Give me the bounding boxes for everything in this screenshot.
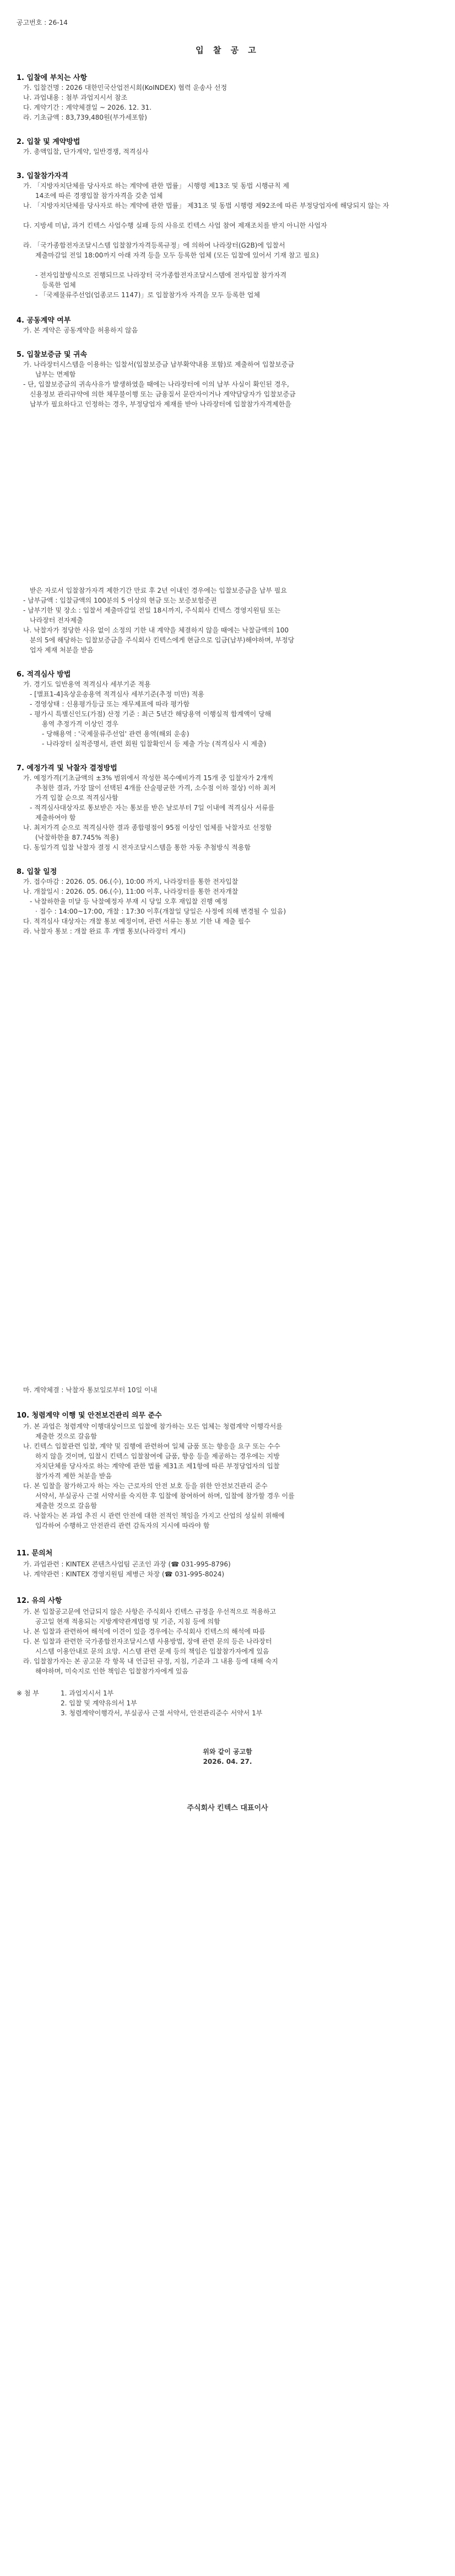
attachment-item: 1. 과업지시서 1부 xyxy=(61,1689,114,1697)
section-6-line: - [별표1-4]옥상운송용역 적격심사 세부기준(추정 미만) 적용 xyxy=(30,690,204,698)
section-3-line: 가. 「지방자치단체를 당사자로 하는 계약에 관한 법률」 시행령 제13조 및 동법 시행규칙 제 xyxy=(23,182,289,190)
section-7-line: (낙찰하한율 87.745% 적용) xyxy=(35,834,119,841)
section-8-line: - 낙찰하한율 미달 등 낙찰예정자 부재 시 당일 오후 재입찰 진행 예정 xyxy=(30,898,228,905)
section-10-line: 참가자격 제한 처분을 받음 xyxy=(35,1472,112,1480)
section-12-line: 공고일 현재 적용되는 지방계약관계법령 및 기준, 지침 등에 의함 xyxy=(35,1618,220,1625)
section-10-line: 제출한 것으로 갈음함 xyxy=(35,1502,97,1510)
section-4-heading: 4. 공동계약 여부 xyxy=(17,316,71,325)
section-1-heading: 1. 입찰에 부치는 사항 xyxy=(17,74,88,82)
section-12-line: 라. 입찰참가자는 본 공고문 각 항목 내 언급된 규정, 지침, 기준과 그 내용 등에 대해 숙지 xyxy=(23,1657,278,1665)
section-11-heading: 11. 문의처 xyxy=(17,1549,53,1558)
section-12-line: 시스템 이용안내로 문의 요망. 시스템 관련 문제 등의 책임은 입찰참가자에게 있음 xyxy=(35,1647,269,1655)
section-10-line: 하지 않을 것이며, 입찰시 킨텍스 입찰참여에 금품, 향응 등을 제공하는 경우에는 지방 xyxy=(35,1452,280,1460)
section-8-line: 가. 접수마감 : 2026. 05. 06.(수), 10:00 까지, 나라장터를 통한 전자입찰 xyxy=(23,878,239,886)
section-2-line: 가. 총액입찰, 단가계약, 일반경쟁, 적격심사 xyxy=(23,148,149,155)
attachments-label: ※ 첨 부 xyxy=(17,1689,39,1697)
section-3-line: 나. 「지방자치단체를 당사자로 하는 계약에 관한 법률」 제31조 및 동법 시행령 제92조에 따른 부정당업자에 해당되지 않는 자 xyxy=(23,202,389,210)
section-5-line: - 납부기한 및 장소 : 입찰서 제출마감일 전일 18시까지, 주식회사 킨텍스 경영지원팀 또는 xyxy=(23,607,281,614)
section-7-line: 가. 예정가격(기초금액의 ±3% 범위에서 작성한 복수예비가격 15개 중 입찰자가 2개씩 xyxy=(23,774,274,782)
section-3-line: 라. 「국가종합전자조달시스템 입찰참가자격등록규정」에 의하여 나라장터(G2B)에 입찰서 xyxy=(23,242,285,249)
section-5-line: 나라장터 전자제출 xyxy=(30,616,83,624)
section-5-line: 업자 제재 처분을 받음 xyxy=(30,646,94,654)
section-5-line: 가. 나라장터시스템을 이용하는 입찰서(입찰보증금 납부확약내용 포함)로 제출하여 입찰보증금 xyxy=(23,361,294,368)
section-3-line: - 전자입찰방식으로 진행되므로 나라장터 국가종합전자조달시스템에 전자입찰 참가자격 xyxy=(35,271,287,279)
section-7-line: 추첨한 결과, 가장 많이 선택된 4개를 산술평균한 가격, 소수점 이하 절상) 이하 최저 xyxy=(35,784,276,792)
section-3-heading: 3. 입찰참가자격 xyxy=(17,172,68,180)
section-3-line: 등록한 업체 xyxy=(42,281,76,289)
doc-number: 공고번호 : 26-14 xyxy=(17,19,68,26)
section-12-heading: 12. 유의 사항 xyxy=(17,1597,62,1605)
section-10-line: 자치단체를 당사자로 하는 계약에 관한 법률 제31조 제1항에 따른 부정당업자의 입찰 xyxy=(35,1462,280,1470)
section-7-line: 가격 입찰 순으로 적격심사함 xyxy=(35,794,118,802)
section-1-line: 다. 계약기간 : 계약체결일 ~ 2026. 12. 31. xyxy=(23,104,152,111)
section-12-line: 가. 본 입찰공고문에 언급되지 않은 사항은 주식회사 킨텍스 규정을 우선적으로 적용하고 xyxy=(23,1608,277,1616)
section-7-line: 제출하여야 함 xyxy=(35,814,76,822)
section-10-line: 가. 본 과업은 청렴계약 이행대상이므로 입찰에 참가하는 모든 업체는 청렴계약 이행각서를 xyxy=(23,1423,283,1430)
section-5-line: - 납부금액 : 입찰금액의 100분의 5 이상의 현금 또는 보증보험증권 xyxy=(23,597,217,604)
section-5-line: 납부가 필요하다고 인정하는 경우, 부정당업자 제재를 받아 나라장터에 입찰참가자격제한을 xyxy=(30,400,291,408)
closing-text: 위와 같이 공고함 xyxy=(203,1748,252,1756)
section-12-line: 다. 본 입찰과 관련한 국가종합전자조달시스템 사용방법, 장애 관련 문의 등은 나라장터 xyxy=(23,1638,272,1645)
section-7-line: 다. 동일가격 입찰 낙찰자 결정 시 전자조달시스템을 통한 자동 추첨방식 적용함 xyxy=(23,844,251,851)
section-3-line: - 「국제물류주선업(업종코드 1147)」로 입찰참가자 자격을 모두 등록한 업체 xyxy=(35,291,260,299)
section-5-line: 받은 자로서 입찰참가자격 제한기간 만료 후 2년 이내인 경우에는 입찰보증금을 납부 필요 xyxy=(30,587,287,594)
section-10-heading: 10. 청렴계약 이행 및 안전보건관리 의무 준수 xyxy=(17,1412,162,1420)
section-10-line: 다. 본 입찰을 참가하고자 하는 자는 근로자의 안전 보호 등을 위한 안전보건관리 준수 xyxy=(23,1482,268,1490)
section-10-line: 서약서, 부실공사 근절 서약서를 숙지한 후 입찰에 참여하여 하며, 입찰에 참가할 경우 이를 xyxy=(35,1492,295,1500)
section-8-line: 나. 개찰일시 : 2026. 05. 06.(수), 11:00 이후, 나라장터를 통한 전자개찰 xyxy=(23,888,239,895)
section-6-line: - 경영상태 : 신용평가등급 또는 재무제표에 따라 평가함 xyxy=(30,700,190,708)
section-12-line: 나. 본 입찰과 관련하여 해석에 이견이 있을 경우에는 주식회사 킨텍스의 해석에 따름 xyxy=(23,1628,266,1635)
section-2-heading: 2. 입찰 및 계약방법 xyxy=(17,138,80,146)
section-6-line: - 당해용역 : '국제물류주선업' 관련 용역(해외 운송) xyxy=(42,730,189,738)
section-4-line: 가. 본 계약은 공동계약을 허용하지 않음 xyxy=(23,326,138,334)
section-6-line: - 평가시 특별신인도(가점) 산정 기준 : 최근 5년간 해당용역 이행실적 합계액이 당해 xyxy=(30,710,272,718)
section-5-line: 나. 낙찰자가 정당한 사유 없이 소정의 기한 내 계약을 체결하지 않을 때에는 낙찰금액의 100 xyxy=(23,626,289,634)
section-8-heading: 8. 입찰 일정 xyxy=(17,868,57,876)
section-10-line: 제출한 것으로 갈음함 xyxy=(35,1432,97,1440)
page-title: 입 찰 공 고 xyxy=(196,45,259,55)
section-5-heading: 5. 입찰보증금 및 귀속 xyxy=(17,351,88,359)
section-7-line: 나. 최저가격 순으로 적격심사한 결과 종합평점이 95점 이상인 업체를 낙찰자로 선정함 xyxy=(23,824,272,831)
attachment-item: 3. 청렴계약이행각서, 부실공사 근절 서약서, 안전관리준수 서약서 1부 xyxy=(61,1709,263,1717)
section-3-line: 14조에 따른 경쟁입찰 참가자격을 갖춘 업체 xyxy=(35,192,163,200)
section-5-line: - 단, 입찰보증금의 귀속사유가 발생하였을 때에는 나라장터에 이의 납부 사실이 확인된 경우, xyxy=(23,380,289,388)
attachment-item: 2. 입찰 및 계약유의서 1부 xyxy=(61,1699,137,1707)
section-5-line: 분의 5에 해당하는 입찰보증금을 주식회사 킨텍스에게 현금으로 입금(납부)해야하며, 부정당 xyxy=(30,636,295,644)
section-5-line: 신용정보 관리규약에 의한 채무불이행 또는 금융질서 문란자이거나 계약담당자가 입찰보증금 xyxy=(30,390,296,398)
section-3-line: 제출마감일 전일 18:00까지 아래 자격 등을 모두 등록한 업체 (모든 입찰에 있어서 기재 참고 필요) xyxy=(35,251,319,259)
contract-line: 마. 계약체결 : 낙찰자 통보일로부터 10일 이내 xyxy=(23,1386,158,1394)
section-6-line: 용역 추정가격 이상인 경우 xyxy=(42,720,118,728)
section-6-line: - 나라장터 실적증명서, 관련 회원 입찰확인서 등 제출 가능 (적격심사 시 제출) xyxy=(42,740,267,748)
contact-contract: 나. 계약관련 : KINTEX 경영지원팀 제병근 차장 (☎ 031-995-8024) xyxy=(23,1570,225,1578)
section-1-line: 가. 입찰건명 : 2026 대한민국산업전시회(KoINDEX) 협력 운송사 선정 xyxy=(23,84,228,92)
section-7-line: - 적격심사대상자로 통보받은 자는 통보를 받은 날로부터 7일 이내에 적격심사 서류를 xyxy=(30,804,275,812)
section-8-line: 라. 낙찰자 통보 : 개찰 완료 후 개별 통보(나라장터 게시) xyxy=(23,927,186,935)
section-12-line: 해야하며, 미숙지로 인한 책임은 입찰참가자에게 있음 xyxy=(35,1667,188,1675)
announcement-date: 2026. 04. 27. xyxy=(203,1758,252,1765)
section-7-heading: 7. 예정가격 및 낙찰자 결정방법 xyxy=(17,764,117,772)
section-6-heading: 6. 적격심사 방법 xyxy=(17,670,71,679)
section-1-line: 나. 과업내용 : 첨부 과업지시서 참조 xyxy=(23,94,128,101)
section-6-line: 가. 경기도 일반용역 적격심사 세부기준 적용 xyxy=(23,680,151,688)
section-8-line: · 접수 : 14:00~17:00, 개찰 : 17:30 이후(개찰일 당일은 사정에 의해 변경될 수 있음) xyxy=(35,908,286,915)
section-10-line: 입각하여 수행하고 안전관리 관련 감독자의 지시에 따라야 함 xyxy=(35,1522,210,1530)
issuer-name: 주식회사 킨텍스 대표이사 xyxy=(187,1804,268,1812)
section-10-line: 라. 낙찰자는 본 과업 추진 시 관련 안전에 대한 전적인 책임을 가지고 산업의 성실히 위해에 xyxy=(23,1512,285,1520)
section-5-line: 납부는 면제함 xyxy=(35,371,76,378)
section-1-line: 라. 기초금액 : 83,739,480원(부가세포함) xyxy=(23,114,147,121)
section-3-line: 다. 지방세 미납, 과거 킨텍스 사업수행 실패 등의 사유로 킨텍스 사업 참여 제재조치를 받지 아니한 사업자 xyxy=(23,222,327,229)
section-10-line: 나. 킨텍스 입찰관련 입찰, 계약 및 집행에 관련하여 일체 금품 또는 향응을 요구 또는 수수 xyxy=(23,1442,280,1450)
contact-content: 가. 과업관련 : KINTEX 콘텐츠사업팀 곤조인 과장 (☎ 031-995-8796) xyxy=(23,1560,231,1568)
section-8-line: 다. 적격심사 대상자는 개찰 통보 예정이며, 관련 서류는 통보 기한 내 제출 필수 xyxy=(23,917,251,925)
